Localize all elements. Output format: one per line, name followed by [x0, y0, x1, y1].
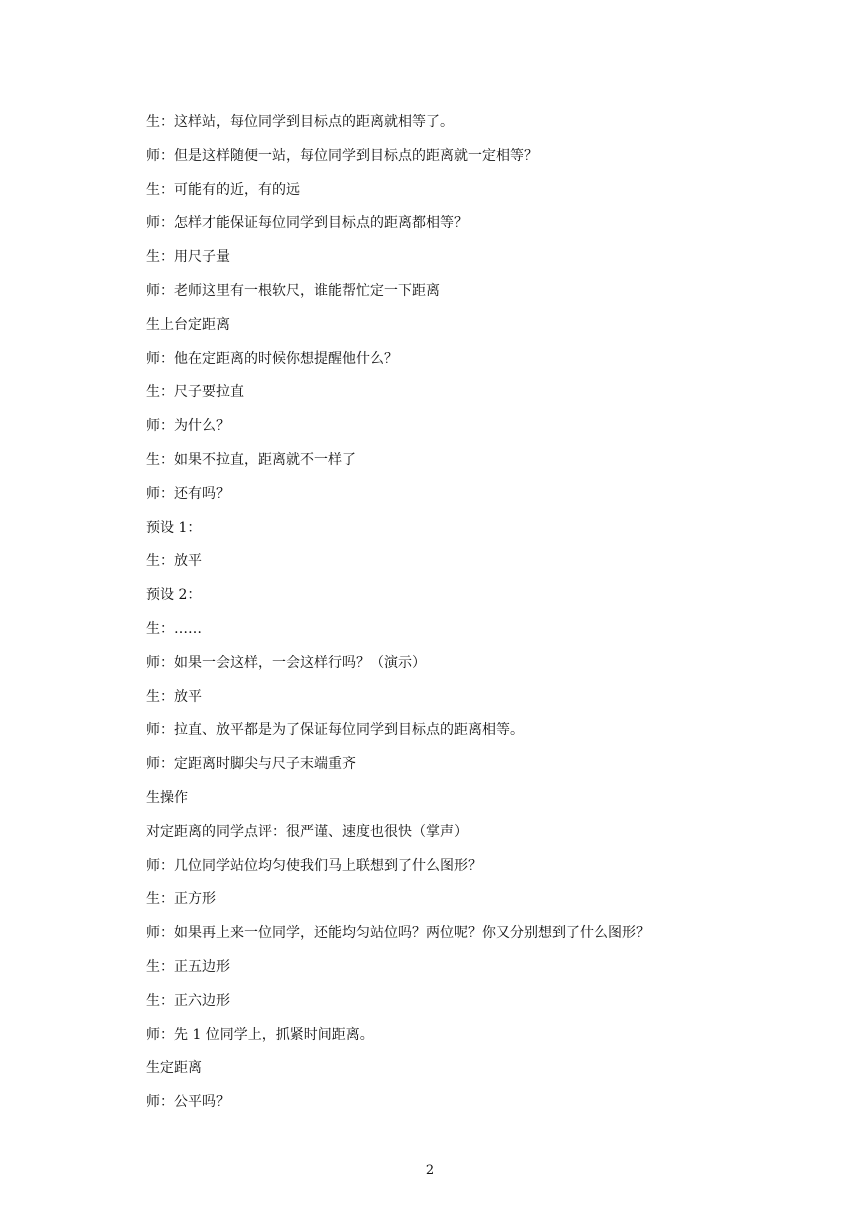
text-line: 生：放平	[146, 688, 202, 705]
text-line: 师：为什么？	[146, 418, 230, 435]
text-line: 生：放平	[146, 553, 202, 570]
text-line: 师：公平吗？	[146, 1094, 230, 1111]
text-line: 师：但是这样随便一站，每位同学到目标点的距离就一定相等？	[146, 147, 538, 164]
text-line: 生：用尺子量	[146, 249, 230, 266]
text-line: 生：正六边形	[146, 992, 230, 1009]
text-line: 师：还有吗？	[146, 485, 230, 502]
text-line: 生：这样站，每位同学到目标点的距离就相等了。	[146, 114, 454, 130]
text-line: 师：老师这里有一根软尺，谁能帮忙定一下距离	[146, 282, 440, 299]
text-line: 生上台定距离	[146, 316, 230, 333]
text-line: 生：正方形	[146, 891, 216, 908]
text-line: 生：如果不拉直，距离就不一样了	[146, 451, 356, 468]
text-line: 生：正五边形	[146, 958, 230, 975]
text-line: 师：拉直、放平都是为了保证每位同学到目标点的距离相等。	[146, 722, 524, 739]
text-line: 生：尺子要拉直	[146, 384, 244, 401]
text-line: 师：如果再上来一位同学，还能均匀站位吗？两位呢？你又分别想到了什么图形？	[146, 925, 650, 942]
text-line: 生操作	[146, 789, 188, 806]
text-line: 生：可能有的近，有的远	[146, 181, 300, 198]
text-line: 师：定距离时脚尖与尺子末端重齐	[146, 756, 356, 773]
text-line: 师：如果一会这样，一会这样行吗？（演示）	[146, 654, 426, 671]
text-line: 师：他在定距离的时候你想提醒他什么？	[146, 350, 398, 367]
page-number: 2	[425, 1163, 435, 1178]
text-line: 生：……	[146, 620, 202, 637]
text-line: 师：先 1 位同学上，抓紧时间距离。	[146, 1026, 374, 1043]
text-line: 对定距离的同学点评：很严谨、速度也很快（掌声）	[146, 823, 468, 840]
text-line: 预设 1：	[146, 519, 202, 536]
text-line: 生定距离	[146, 1060, 202, 1077]
text-line: 师：几位同学站位均匀使我们马上联想到了什么图形？	[146, 857, 482, 874]
text-line: 师：怎样才能保证每位同学到目标点的距离都相等？	[146, 215, 468, 232]
text-line: 预设 2：	[146, 587, 202, 604]
document-body	[146, 111, 726, 1125]
